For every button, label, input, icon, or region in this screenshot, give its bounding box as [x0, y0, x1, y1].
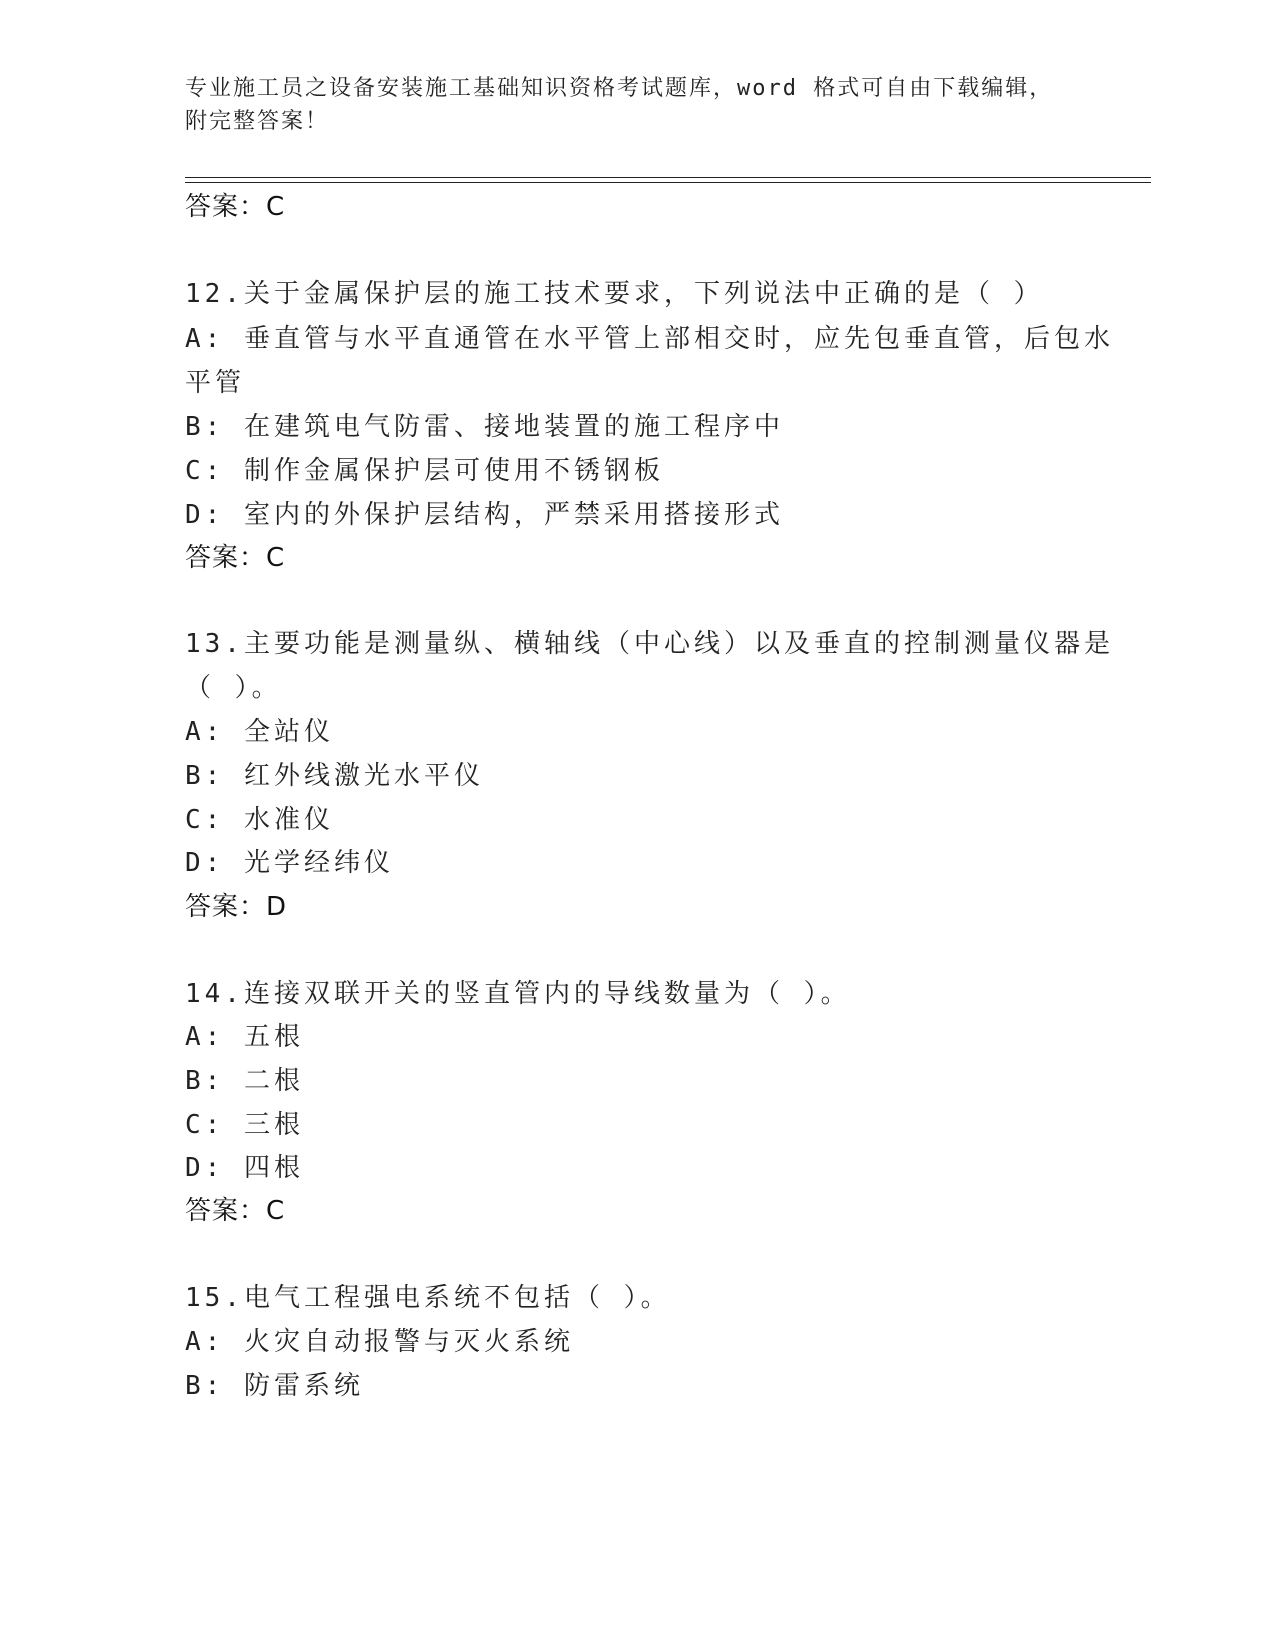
question-12-option-a-cont: 平管 — [185, 368, 246, 398]
question-12-option-d: D: 室内的外保护层结构，严禁采用搭接形式 — [185, 500, 784, 530]
question-13-option-c: C: 水准仪 — [185, 805, 334, 835]
question-12-answer: 答案：C — [185, 543, 286, 573]
question-13-option-a: A: 全站仪 — [185, 717, 334, 747]
question-13-stem: 13.主要功能是测量纵、横轴线（中心线）以及垂直的控制测量仪器是 — [185, 629, 1114, 659]
document-header — [185, 72, 1085, 138]
question-12-option-a: A: 垂直管与水平直通管在水平管上部相交时，应先包垂直管，后包水 — [185, 324, 1114, 354]
question-14-answer: 答案：C — [185, 1196, 286, 1226]
question-13-answer: 答案：D — [185, 892, 288, 922]
question-13-option-b: B: 红外线激光水平仪 — [185, 761, 484, 791]
question-14-option-b: B: 二根 — [185, 1066, 304, 1096]
question-13-option-d: D: 光学经纬仪 — [185, 848, 394, 878]
question-12-stem: 12.关于金属保护层的施工技术要求，下列说法中正确的是（ ） — [185, 279, 1044, 309]
question-14-option-d: D: 四根 — [185, 1153, 304, 1183]
header-divider — [185, 177, 1151, 183]
question-12-option-b: B: 在建筑电气防雷、接地装置的施工程序中 — [185, 412, 784, 442]
question-13-stem-cont: （ ）。 — [185, 673, 282, 703]
question-12-option-c: C: 制作金属保护层可使用不锈钢板 — [185, 456, 664, 486]
question-15-option-a: A: 火灾自动报警与灭火系统 — [185, 1327, 574, 1357]
header-text-line-2: 附完整答案！ — [185, 109, 330, 134]
answer-prev: 答案：C — [185, 192, 286, 222]
question-14-option-c: C: 三根 — [185, 1110, 304, 1140]
header-text-line-1: 专业施工员之设备安装施工基础知识资格考试题库，word 格式可自由下载编辑， — [185, 76, 1054, 101]
question-14-option-a: A: 五根 — [185, 1022, 304, 1052]
question-15-option-b: B: 防雷系统 — [185, 1371, 364, 1401]
question-14-stem: 14.连接双联开关的竖直管内的导线数量为（ ）。 — [185, 979, 851, 1009]
question-15-stem: 15.电气工程强电系统不包括（ ）。 — [185, 1283, 671, 1313]
